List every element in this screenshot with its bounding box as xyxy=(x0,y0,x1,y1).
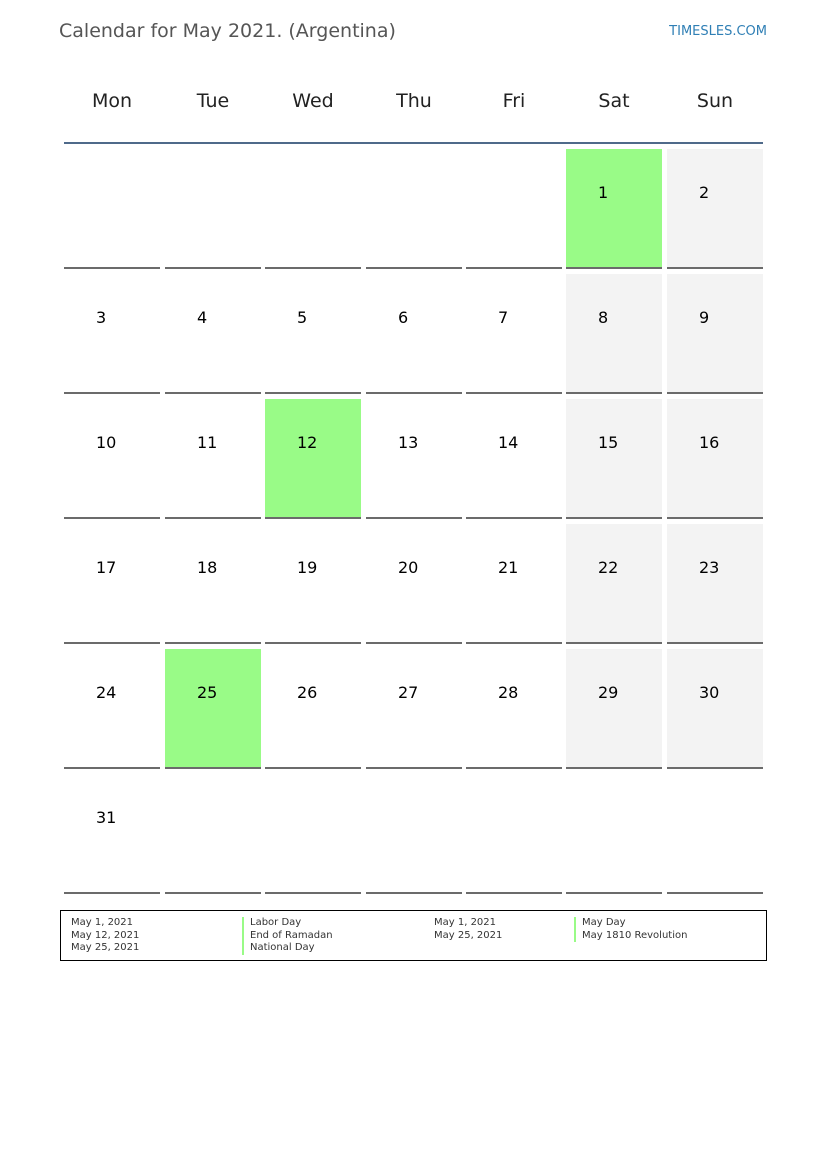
empty-day-cell xyxy=(265,774,361,894)
day-cell[interactable] xyxy=(667,524,763,644)
holiday-legend xyxy=(60,910,767,961)
header-divider xyxy=(64,142,763,144)
day-number: 2 xyxy=(699,183,710,202)
day-number: 5 xyxy=(297,308,308,327)
day-cell[interactable] xyxy=(64,399,160,519)
legend-date: May 25, 2021 xyxy=(434,929,503,941)
day-number: 11 xyxy=(197,433,218,452)
legend-date: May 1, 2021 xyxy=(434,917,497,928)
day-number: 26 xyxy=(297,683,318,702)
weekday-thu: Thu xyxy=(396,90,432,112)
day-number: 4 xyxy=(197,308,208,327)
day-number: 10 xyxy=(96,433,117,452)
legend-holiday-name: Labor Day xyxy=(242,917,333,930)
day-number: 28 xyxy=(498,683,519,702)
legend-date: May 25, 2021 xyxy=(71,942,140,953)
legend-date: May 12, 2021 xyxy=(71,929,140,941)
legend-date: May 1, 2021 xyxy=(71,917,134,928)
empty-day-cell xyxy=(265,149,361,269)
empty-day-cell xyxy=(366,774,462,894)
day-cell[interactable] xyxy=(64,649,160,769)
day-cell[interactable] xyxy=(466,649,562,769)
weekday-fri: Fri xyxy=(502,90,526,112)
day-cell[interactable] xyxy=(667,649,763,769)
day-number: 31 xyxy=(96,808,117,827)
weekday-wed: Wed xyxy=(292,90,334,112)
day-number: 18 xyxy=(197,558,218,577)
day-cell[interactable] xyxy=(566,524,662,644)
day-number: 3 xyxy=(96,308,107,327)
day-cell[interactable] xyxy=(667,149,763,269)
day-cell[interactable] xyxy=(165,274,261,394)
empty-day-cell xyxy=(667,774,763,894)
day-cell[interactable] xyxy=(566,274,662,394)
day-number: 29 xyxy=(598,683,619,702)
day-number: 23 xyxy=(699,558,720,577)
day-cell[interactable] xyxy=(566,399,662,519)
day-cell[interactable] xyxy=(265,274,361,394)
empty-day-cell xyxy=(466,774,562,894)
day-number: 12 xyxy=(297,433,318,452)
weekday-sun: Sun xyxy=(696,90,734,112)
day-number: 6 xyxy=(398,308,409,327)
brand-link[interactable]: TIMESLES.COM xyxy=(669,24,767,39)
day-number: 30 xyxy=(699,683,720,702)
day-number: 25 xyxy=(197,683,218,702)
day-number: 22 xyxy=(598,558,619,577)
day-cell[interactable] xyxy=(466,399,562,519)
day-number: 7 xyxy=(498,308,509,327)
empty-day-cell xyxy=(165,149,261,269)
day-cell[interactable] xyxy=(466,524,562,644)
empty-day-cell xyxy=(566,774,662,894)
day-number: 24 xyxy=(96,683,117,702)
day-cell[interactable] xyxy=(265,524,361,644)
day-cell[interactable] xyxy=(566,149,662,269)
day-number: 1 xyxy=(598,183,609,202)
day-number: 8 xyxy=(598,308,609,327)
legend-holiday-name: End of Ramadan xyxy=(242,930,333,943)
day-number: 19 xyxy=(297,558,318,577)
empty-day-cell xyxy=(64,149,160,269)
weekday-header xyxy=(64,90,762,120)
legend-names-right xyxy=(574,917,687,942)
legend-names-left xyxy=(242,917,333,955)
weekday-mon: Mon xyxy=(91,90,133,112)
day-cell[interactable] xyxy=(64,774,160,894)
day-number: 27 xyxy=(398,683,419,702)
day-cell[interactable] xyxy=(265,399,361,519)
day-cell[interactable] xyxy=(466,274,562,394)
day-cell[interactable] xyxy=(64,524,160,644)
day-cell[interactable] xyxy=(165,399,261,519)
day-cell[interactable] xyxy=(366,649,462,769)
day-number: 13 xyxy=(398,433,419,452)
empty-day-cell xyxy=(466,149,562,269)
day-number: 16 xyxy=(699,433,720,452)
legend-holiday-name: May 1810 Revolution xyxy=(574,930,687,943)
page-title: Calendar for May 2021. (Argentina) xyxy=(59,20,396,42)
legend-holiday-name: National Day xyxy=(242,942,333,955)
day-cell[interactable] xyxy=(265,649,361,769)
day-cell[interactable] xyxy=(366,524,462,644)
day-cell[interactable] xyxy=(165,524,261,644)
day-cell[interactable] xyxy=(667,274,763,394)
weekday-tue: Tue xyxy=(196,90,230,112)
legend-holiday-name: May Day xyxy=(574,917,687,930)
day-number: 9 xyxy=(699,308,710,327)
day-cell[interactable] xyxy=(366,399,462,519)
empty-day-cell xyxy=(366,149,462,269)
legend-dates-right xyxy=(434,917,502,942)
empty-day-cell xyxy=(165,774,261,894)
weekday-sat: Sat xyxy=(598,90,630,112)
day-cell[interactable] xyxy=(566,649,662,769)
day-number: 14 xyxy=(498,433,519,452)
legend-dates-left xyxy=(71,917,139,955)
day-number: 20 xyxy=(398,558,419,577)
day-number: 15 xyxy=(598,433,619,452)
day-number: 21 xyxy=(498,558,519,577)
day-cell[interactable] xyxy=(165,649,261,769)
day-cell[interactable] xyxy=(64,274,160,394)
day-cell[interactable] xyxy=(366,274,462,394)
day-cell[interactable] xyxy=(667,399,763,519)
day-number: 17 xyxy=(96,558,117,577)
